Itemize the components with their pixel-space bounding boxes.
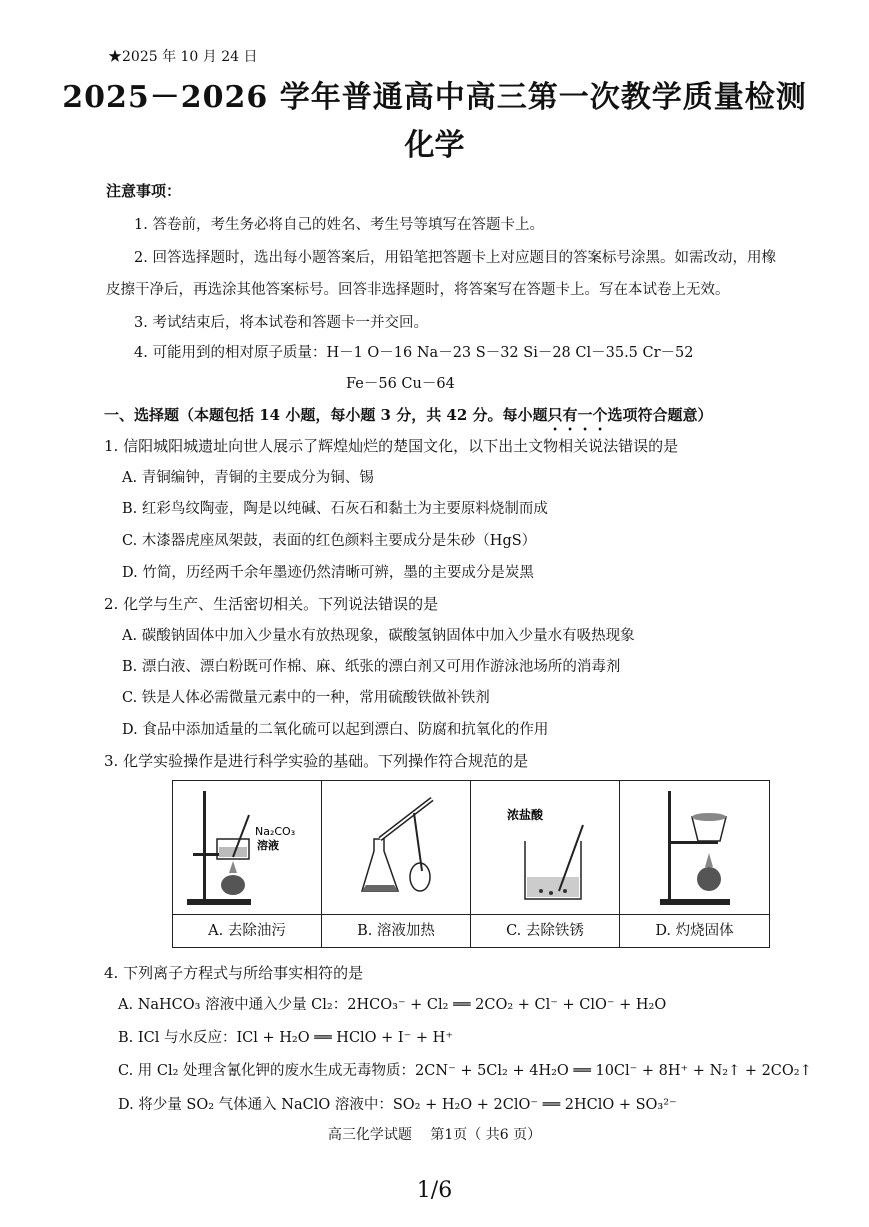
question-option: A. 碳酸钠固体中加入少量水有放热现象，碳酸氢钠固体中加入少量水有吸热现象 — [122, 628, 635, 644]
question-stem: 3. 化学实验操作是进行科学实验的基础。下列操作符合规范的是 — [104, 752, 529, 770]
question-option: D. 将少量 SO₂ 气体通入 NaClO 溶液中：SO₂ + H₂O + 2ClO⁻ ══ 2HClO + SO₃²⁻ — [118, 1097, 677, 1113]
notice-item: 3. 考试结束后，将本试卷和答题卡一并交回。 — [134, 315, 428, 331]
question-option: B. 红彩鸟纹陶壶，陶是以纯碱、石灰石和黏土为主要原料烧制而成 — [122, 501, 548, 517]
figure-caption-c: C. 去除铁锈 — [471, 914, 619, 947]
question-option: C. 木漆器虎座凤架鼓，表面的红色颜料主要成分是朱砂（HgS） — [122, 533, 537, 549]
figure-panel-c — [471, 781, 620, 947]
hcl-label: 浓盐酸 — [507, 808, 544, 822]
running-footer: 高三化学试题 第1页（ 共6 页） — [327, 1127, 542, 1143]
question-option: A. NaHCO₃ 溶液中通入少量 Cl₂：2HCO₃⁻ + Cl₂ ══ 2CO₂ + Cl⁻ + ClO⁻ + H₂O — [118, 997, 667, 1013]
figure-panel-b — [322, 781, 471, 947]
question-stem: 4. 下列离子方程式与所给事实相符的是 — [104, 964, 364, 982]
question-option: D. 食品中添加适量的二氧化硫可以起到漂白、防腐和抗氧化的作用 — [122, 722, 549, 738]
section-title — [104, 404, 713, 434]
question-stem: 1. 信阳城阳城遗址向世人展示了辉煌灿烂的楚国文化，以下出土文物相关说法错误的是 — [104, 437, 679, 455]
question-stem: 2. 化学与生产、生活密切相关。下列说法错误的是 — [104, 595, 439, 613]
solution-label: 溶液 — [257, 839, 279, 852]
notice-item: 2. 回答选择题时，选出每小题答案后，用铅笔把答题卡上对应题目的答案标号涂黑。如需改动，用橡 — [134, 250, 776, 266]
figure-panel-a — [173, 781, 322, 947]
notice-item: Fe－56 Cu－64 — [346, 376, 455, 392]
notice-item: 1. 答卷前，考生务必将自己的姓名、考生号等填写在答题卡上。 — [134, 217, 544, 233]
alcohol-lamp-beaker-icon — [173, 781, 321, 915]
question-option: C. 用 Cl₂ 处理含氰化钾的废水生成无毒物质：2CN⁻ + 5Cl₂ + 4H₂O ══ 10Cl⁻ + 8H⁺ + N₂↑ + 2CO₂↑ — [118, 1063, 812, 1079]
page-number: 1/6 — [416, 1178, 453, 1203]
figure-panel-d — [620, 781, 769, 947]
figure-caption-b: B. 溶液加热 — [322, 914, 470, 947]
question-option: B. ICl 与水反应：ICl + H₂O ══ HClO + I⁻ + H⁺ — [118, 1030, 453, 1046]
question-option: A. 青铜编钟，青铜的主要成分为铜、锡 — [122, 470, 374, 486]
exam-title: 2025－2026 学年普通高中高三第一次教学质量检测 — [62, 80, 807, 115]
exam-subject: 化学 — [404, 128, 465, 163]
section-title-part: 一、选择题（本题包括 14 小题，每小题 3 分，共 42 分。每小题 — [104, 406, 548, 424]
question-option: D. 竹简，历经两千余年墨迹仍然清晰可辨，墨的主要成分是炭黑 — [122, 565, 534, 581]
question-option: C. 铁是人体必需微量元素中的一种，常用硫酸铁做补铁剂 — [122, 690, 490, 706]
beaker-rust-icon — [471, 781, 619, 915]
notice-item: 皮擦干净后，再选涂其他答案标号。回答非选择题时，将答案写在答题卡上。写在本试卷上无效。 — [106, 282, 730, 298]
notice-title: 注意事项： — [106, 182, 182, 200]
figure-caption-d: D. 灼烧固体 — [620, 914, 769, 947]
experiment-figure — [172, 780, 770, 948]
na2co3-label: Na₂CO₃ — [255, 825, 296, 838]
section-title-emphasis: 只有一个 — [547, 406, 608, 424]
figure-caption-a: A. 去除油污 — [173, 914, 321, 947]
flask-heating-icon — [322, 781, 470, 915]
exam-date: ★2025 年 10 月 24 日 — [108, 49, 258, 65]
question-option: B. 漂白液、漂白粉既可作棉、麻、纸张的漂白剂又可用作游泳池场所的消毒剂 — [122, 659, 621, 675]
notice-item: 4. 可能用到的相对原子质量：H－1 O－16 Na－23 S－32 Si－28 Cl－35.5 Cr－52 — [134, 345, 694, 361]
crucible-burning-icon — [620, 781, 768, 915]
section-title-part: 选项符合题意） — [607, 406, 713, 424]
